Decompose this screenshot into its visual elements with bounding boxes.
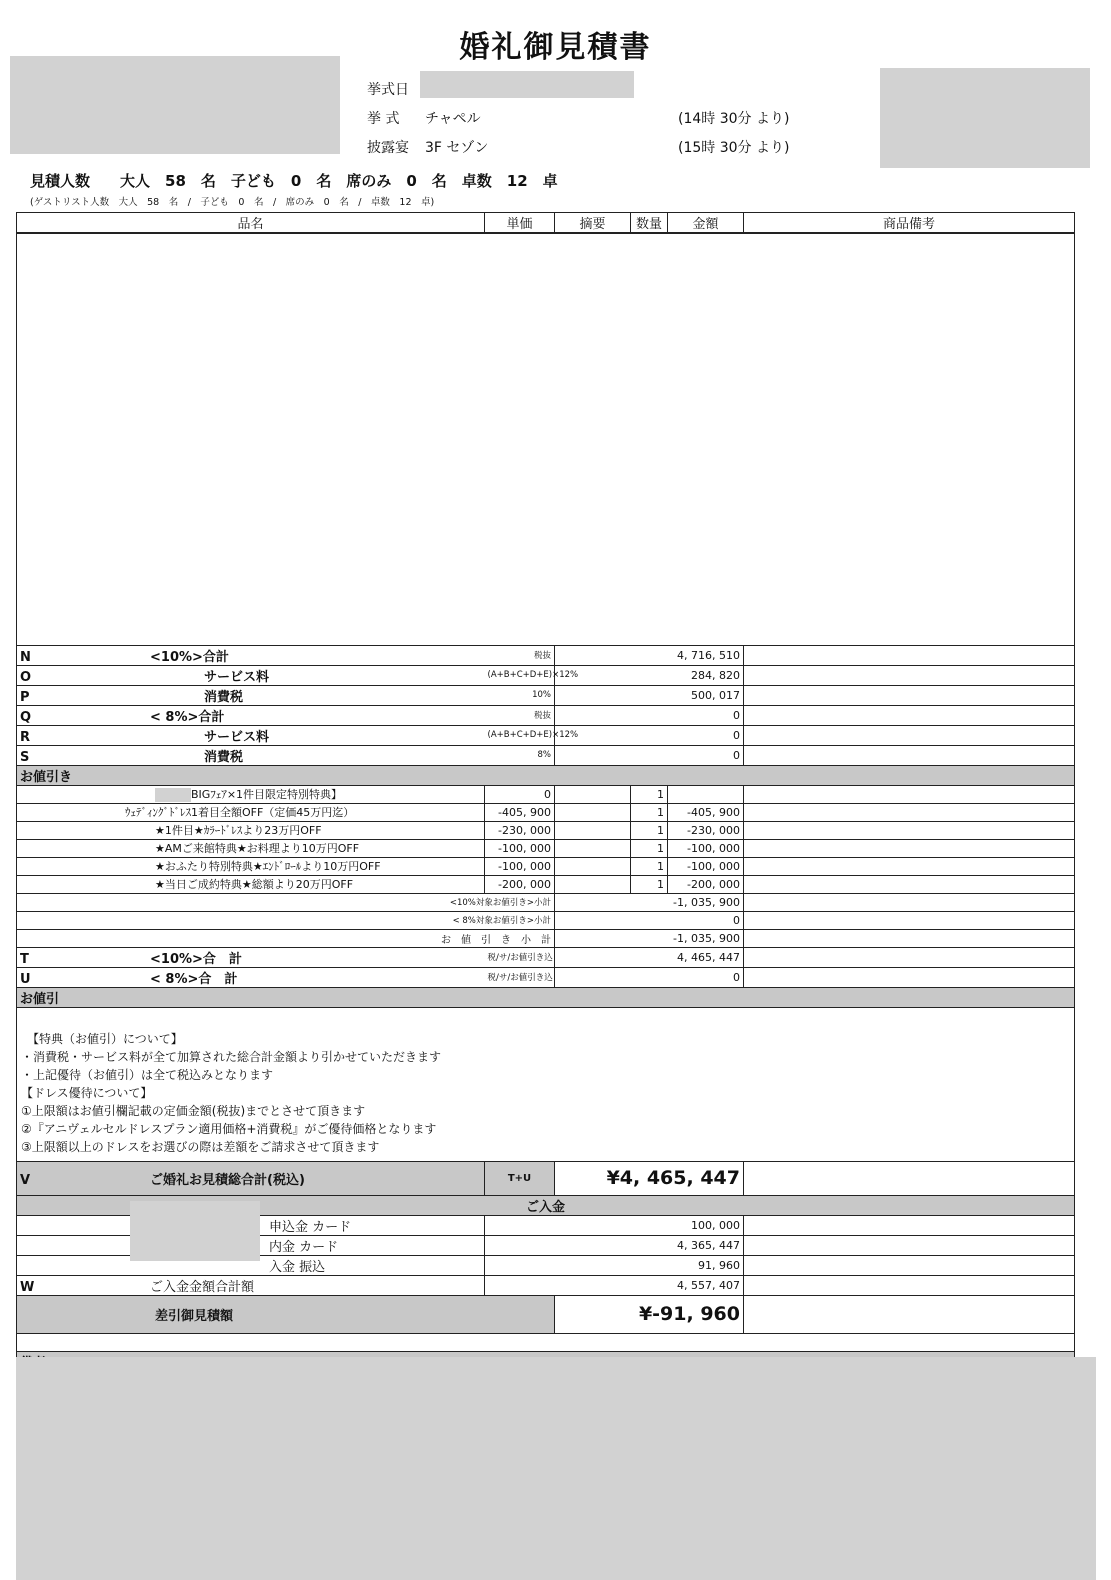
row-amount: 0 [555, 745, 744, 765]
subtotal-row [17, 725, 1075, 745]
col-item-name: 品名 [17, 213, 485, 234]
deposit-amount: 100, 000 [485, 1215, 744, 1235]
note-line: ①上限額はお値引欄記載の定価金額(税抜)までとさせて頂きます [21, 1103, 366, 1118]
notes-row [17, 1007, 1075, 1161]
discount-unit: -200, 000 [485, 875, 555, 893]
row-name: <10%>合計 [150, 649, 229, 665]
row-code: W [20, 1279, 35, 1295]
discount-qty: 1 [631, 875, 668, 893]
discount-name: ★おふたり特別特典★ｴﾝﾄﾞﾛｰﾙより10万円OFF [17, 857, 485, 875]
row-code: U [20, 971, 31, 987]
note-line: 【特典（お値引）について】 [27, 1031, 183, 1046]
deposit-total-row [17, 1275, 1075, 1295]
balance-amount: ¥-91, 960 [555, 1295, 744, 1333]
discount-qty: 1 [631, 857, 668, 875]
row-name: <10%>合 計 [150, 951, 242, 967]
discount-header-row [17, 765, 1075, 785]
total-row [17, 967, 1075, 987]
grand-total-label: ご婚礼お見積総合計(税込) [150, 1172, 305, 1188]
row-code: O [20, 669, 32, 685]
row-code: P [20, 689, 30, 705]
deposit-label: 申込金 カード [269, 1219, 352, 1235]
discount-subtotal-label: お 値 引 き 小 計 [17, 929, 555, 947]
row-amount: 0 [555, 725, 744, 745]
row-code: Q [20, 709, 32, 725]
row-note: 10% [485, 685, 555, 705]
row-note: (A+B+C+D+E)×12% [485, 725, 555, 745]
subtotal-row [17, 645, 1075, 665]
discount-row [17, 821, 1075, 839]
estimate-table [16, 212, 1075, 1372]
discount-unit: -230, 000 [485, 821, 555, 839]
redacted-date [420, 71, 634, 98]
guestlist-headcount: (ゲストリスト人数 大人 58 名 / 子ども 0 名 / 席のみ 0 名 / 卓数 12 卓) [30, 197, 435, 208]
notes-section-title: お値引 [17, 987, 1075, 1007]
discount-amount: -100, 000 [668, 839, 744, 857]
row-name: < 8%>合計 [150, 709, 225, 725]
discount-qty: 1 [631, 839, 668, 857]
redacted-deposit-info [130, 1201, 260, 1261]
redacted-remarks [16, 1357, 1096, 1580]
row-note: (A+B+C+D+E)×12% [485, 665, 555, 685]
discount-qty: 1 [631, 803, 668, 821]
subtotal-row [17, 665, 1075, 685]
discount-row [17, 803, 1075, 821]
row-code: R [20, 729, 31, 745]
redacted-venue-logo [10, 56, 340, 154]
discount-section-title: お値引き [17, 765, 1075, 785]
row-note: 税抜 [485, 645, 555, 665]
grand-total-amount: ¥4, 465, 447 [555, 1161, 744, 1195]
notes-header-row [17, 987, 1075, 1007]
row-code: N [20, 649, 31, 665]
discount-row [17, 875, 1075, 893]
col-unit-price: 単価 [485, 213, 555, 234]
deposit-total-label: ご入金金額合計額 [150, 1279, 255, 1295]
discount-row [17, 857, 1075, 875]
discount-amount: -405, 900 [668, 803, 744, 821]
row-note: 8% [485, 745, 555, 765]
headcount-summary: 見積人数 大人 58 名 子ども 0 名 席のみ 0 名 卓数 12 卓 [30, 172, 558, 190]
deposit-total-amount: 4, 557, 407 [485, 1275, 744, 1295]
note-line: ・消費税・サービス料が全て加算された総合計金額より引かせていただきます [21, 1049, 442, 1064]
discount-unit: 0 [485, 785, 555, 803]
ceremony-label: 挙 式 [367, 111, 400, 127]
row-amount: 0 [555, 967, 744, 987]
row-amount: 0 [555, 705, 744, 725]
col-remarks: 商品備考 [744, 213, 1075, 234]
discount-qty: 1 [631, 821, 668, 839]
row-name: < 8%>合 計 [150, 971, 238, 987]
discount-subtotal-row [17, 911, 1075, 929]
subtotal-row [17, 685, 1075, 705]
col-amount: 金額 [668, 213, 744, 234]
ceremony-venue: チャペル [425, 111, 481, 127]
deposit-label: 入金 振込 [269, 1259, 326, 1275]
discount-amount [668, 785, 744, 803]
deposit-label: 内金 カード [269, 1239, 339, 1255]
row-name: サービス料 [204, 669, 270, 685]
document-title: 婚礼御見積書 [459, 30, 652, 65]
note-line: 【ドレス優待について】 [21, 1085, 153, 1100]
discount-subtotal-row [17, 893, 1075, 911]
subtotal-row [17, 745, 1075, 765]
grand-total-formula: T+U [485, 1161, 555, 1195]
row-note: 税抜 [485, 705, 555, 725]
row-note: 税/サ/お値引き込 [485, 967, 555, 987]
balance-row [17, 1295, 1075, 1333]
discount-amount: -200, 000 [668, 875, 744, 893]
row-code: V [20, 1172, 31, 1188]
discount-name: ★AMご来館特典★お料理より10万円OFF [17, 839, 485, 857]
row-amount: 4, 716, 510 [555, 645, 744, 665]
row-amount: 284, 820 [555, 665, 744, 685]
discount-name: ｳｪﾃﾞｨﾝｸﾞﾄﾞﾚｽ1着目全額OFF（定価45万円迄） [17, 803, 485, 821]
note-line: ②『アニヴェルセルドレスプラン適用価格+消費税』がご優待価格となります [21, 1121, 437, 1136]
redacted-fair-name [155, 788, 191, 802]
redacted-stamp [880, 68, 1090, 168]
discount-subtotal-label: <10%対象お値引き>小計 [17, 893, 555, 911]
row-note: 税/サ/お値引き込 [485, 947, 555, 967]
note-line: ③上限額以上のドレスをお選びの際は差額をご請求させて頂きます [21, 1139, 380, 1154]
discount-unit: -405, 900 [485, 803, 555, 821]
deposit-amount: 4, 365, 447 [485, 1235, 744, 1255]
ceremony-time: (14時 30分 より) [678, 111, 790, 127]
row-name: 消費税 [204, 689, 244, 705]
row-amount: 4, 465, 447 [555, 947, 744, 967]
balance-label: 差引御見積額 [17, 1295, 555, 1333]
deposit-amount: 91, 960 [485, 1255, 744, 1275]
reception-time: (15時 30分 より) [678, 140, 790, 156]
discount-unit: -100, 000 [485, 857, 555, 875]
row-code: S [20, 749, 30, 765]
grand-total-row [17, 1161, 1075, 1195]
deposit-section-title: ご入金 [17, 1195, 1075, 1215]
note-line: ・上記優待（お値引）は全て税込みとなります [21, 1067, 274, 1082]
row-name: 消費税 [204, 749, 244, 765]
ceremony-date-label: 挙式日 [367, 82, 409, 98]
row-code: T [20, 951, 29, 967]
subtotal-row [17, 705, 1075, 725]
row-amount: 500, 017 [555, 685, 744, 705]
empty-items-area [17, 233, 1075, 645]
discount-row [17, 785, 1075, 803]
discount-subtotal-label: < 8%対象お値引き>小計 [17, 911, 555, 929]
discount-qty: 1 [631, 785, 668, 803]
discount-row [17, 839, 1075, 857]
discount-subtotal-amount: -1, 035, 900 [555, 929, 744, 947]
col-summary: 摘要 [555, 213, 631, 234]
row-name: サービス料 [204, 729, 270, 745]
discount-amount: -100, 000 [668, 857, 744, 875]
discount-subtotal-amount: -1, 035, 900 [555, 893, 744, 911]
discount-subtotal-amount: 0 [555, 911, 744, 929]
discount-name: ★1件目★ｶﾗｰﾄﾞﾚｽより23万円OFF [17, 821, 485, 839]
discount-amount: -230, 000 [668, 821, 744, 839]
reception-venue: 3F セゾン [425, 140, 489, 156]
total-row [17, 947, 1075, 967]
discount-unit: -100, 000 [485, 839, 555, 857]
discount-name: BIGﾌｪｱ×1件目限定特別特典】 [191, 788, 343, 801]
spacer-row [17, 1333, 1075, 1351]
discount-subtotal-row [17, 929, 1075, 947]
column-header-row [17, 213, 1075, 234]
col-quantity: 数量 [631, 213, 668, 234]
reception-label: 披露宴 [367, 140, 409, 156]
discount-name: ★当日ご成約特典★総額より20万円OFF [17, 875, 485, 893]
